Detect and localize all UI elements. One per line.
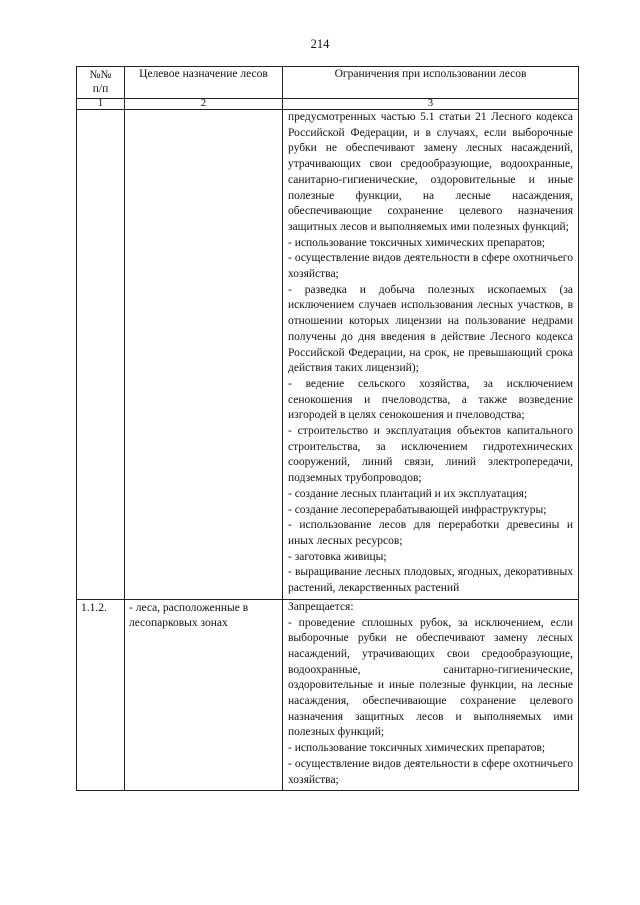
restriction-paragraph: - разведка и добыча полезных ископаемых (за исключением случаев использования лесных участков, в отношении которых лицензии на пользование недрами получены до дня введения в действие Лесного кодекса Российской Федерации, на срок, не превышающий срока действия таких лицензий); bbox=[288, 283, 573, 375]
row-number bbox=[77, 110, 125, 600]
table-row bbox=[77, 599, 579, 790]
restriction-paragraph: - выращивание лесных плодовых, ягодных, декоративных растений, лекарственных растений bbox=[288, 566, 573, 595]
column-index: 3 bbox=[283, 99, 579, 110]
restriction-paragraph: - заготовка живицы; bbox=[288, 550, 387, 563]
restriction-paragraph: - осуществление видов деятельности в сфере охотничьего хозяйства; bbox=[288, 252, 573, 281]
row-restrictions bbox=[283, 110, 579, 600]
column-index: 2 bbox=[125, 99, 283, 110]
row-number: 1.1.2. bbox=[77, 599, 125, 790]
row-purpose: - леса, расположенные в лесопарковых зонах bbox=[125, 599, 283, 790]
restriction-paragraph: - строительство и эксплуатация объектов капитального строительства, за исключением гидротехнических сооружений, линий связи, линий электропередачи, подземных трубопроводов; bbox=[288, 425, 573, 485]
row-purpose bbox=[125, 110, 283, 600]
restriction-paragraph: Запрещается: bbox=[288, 600, 354, 613]
restriction-paragraph: предусмотренных частью 5.1 статьи 21 Лесного кодекса Российской Федерации, и в случаях, если выборочные рубки не обеспечивают замену лесных насаждений, утрачивающих свои средообразующие, водоохранные, санитарно-гигиенические, оздоровительные и иные полезные функции, на лесные насаждения, обеспечивающие сохранение целевого назначения защитных лесов и выполняемых ими полезных функций; bbox=[288, 111, 573, 233]
restriction-paragraph: - использование токсичных химических препаратов; bbox=[288, 236, 546, 249]
page-number: 214 bbox=[310, 37, 330, 51]
restriction-paragraph: - использование токсичных химических препаратов; bbox=[288, 742, 546, 755]
restriction-paragraph: - использование лесов для переработки древесины и иных лесных ресурсов; bbox=[288, 519, 573, 547]
table-row bbox=[77, 110, 579, 600]
table-header-row bbox=[77, 67, 579, 99]
restriction-paragraph: - создание лесных плантаций и их эксплуатация; bbox=[288, 487, 528, 500]
restriction-paragraph: - проведение сплошных рубок, за исключением, если выборочные рубки не обеспечивают замену лесных насаждений, утрачивающих свои средообразующие, водоохранные, санитарно-гигиенические, оздоровительные и иные полезные функции, на лесные насаждения, обеспечивающие сохранение целевого назначения защитных лесов и выполняемых ими полезных функций; bbox=[288, 616, 573, 739]
column-index-row bbox=[77, 99, 579, 110]
header-number bbox=[77, 67, 125, 99]
header-number-text: №№ п/п bbox=[89, 69, 112, 95]
restriction-paragraph: - ведение сельского хозяйства, за исключением сенокошения и пчеловодства, а также возведение изгородей в целях сенокошения и пчеловодства; bbox=[288, 377, 573, 422]
header-purpose: Целевое назначение лесов bbox=[125, 67, 283, 99]
row-restrictions bbox=[283, 599, 579, 790]
header-restrictions: Ограничения при использовании лесов bbox=[283, 67, 579, 99]
restriction-paragraph: - создание лесоперерабатывающей инфраструктуры; bbox=[288, 503, 547, 516]
restriction-paragraph: - осуществление видов деятельности в сфере охотничьего хозяйства; bbox=[288, 757, 573, 786]
forest-restrictions-table bbox=[76, 66, 579, 791]
column-index: 1 bbox=[77, 99, 125, 110]
